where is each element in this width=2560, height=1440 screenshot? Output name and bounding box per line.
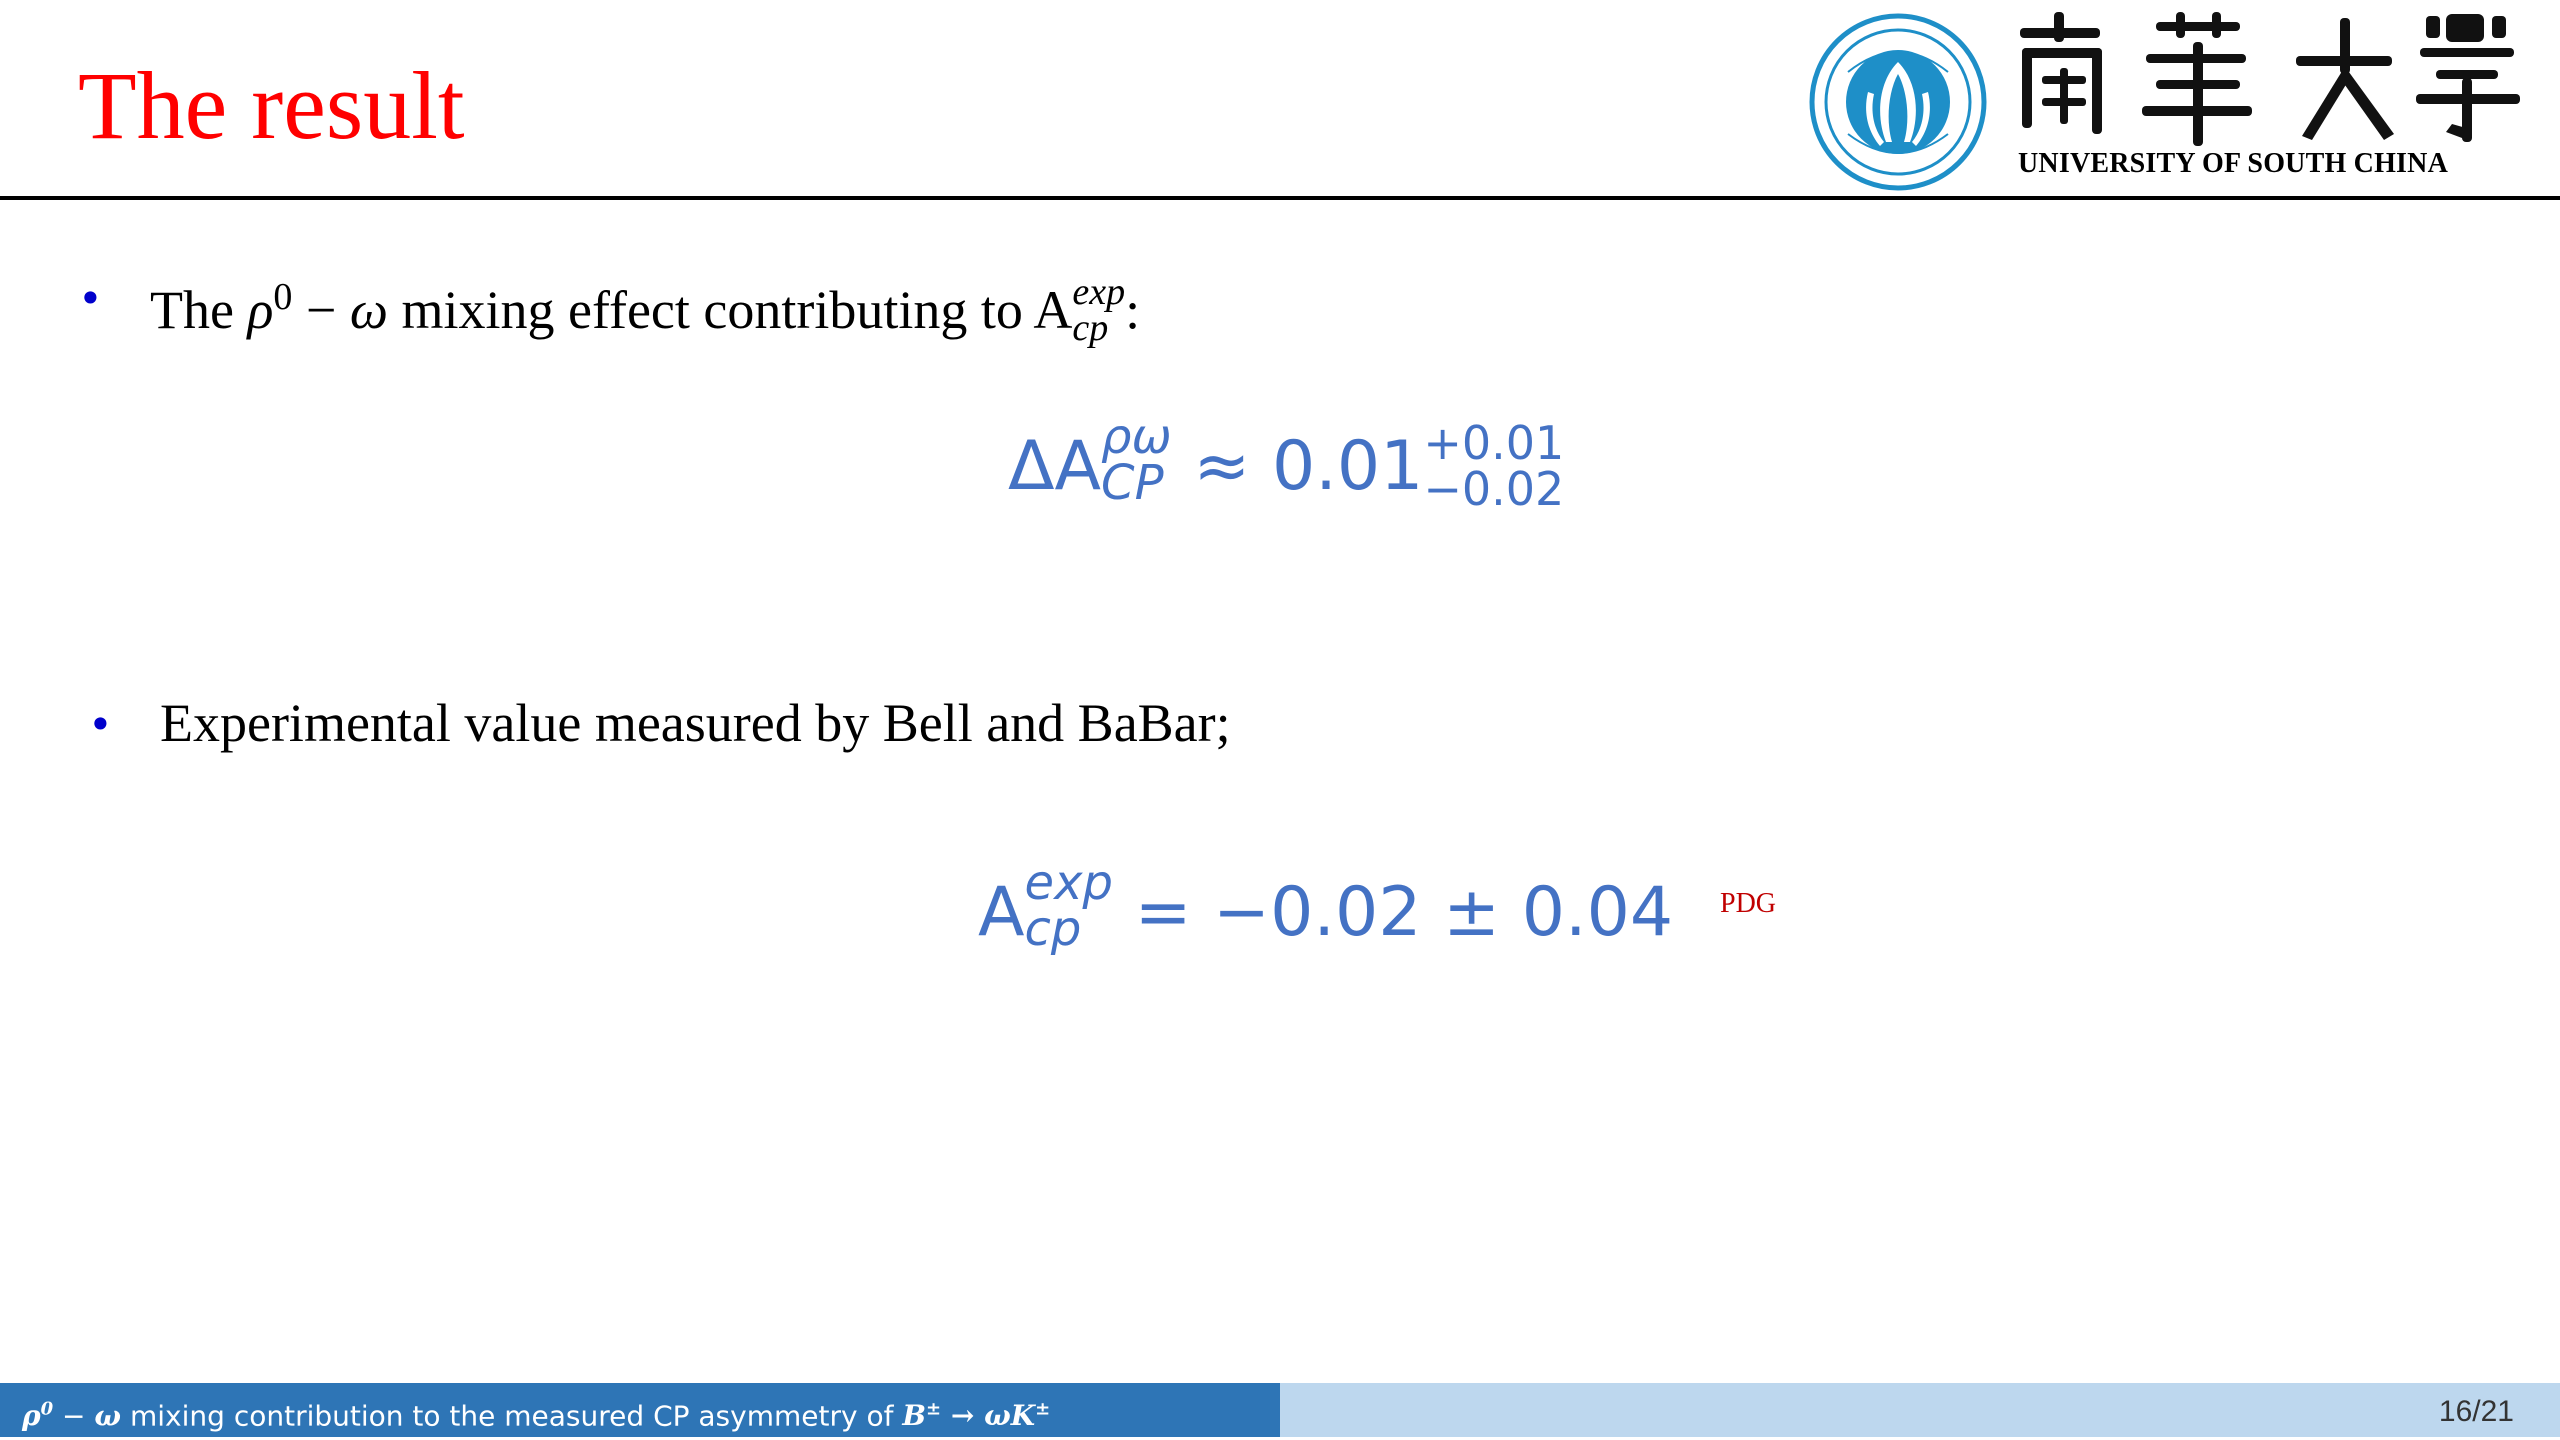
footer-bar-right [1280, 1383, 2560, 1437]
footer-caption [22, 1390, 1050, 1436]
formula2-sup: exp [1024, 855, 1113, 912]
footer-rho-symbol: $\rho^0$ [22, 1399, 54, 1433]
formula1-value: 0.01 [1271, 427, 1424, 506]
formula-acp-exp [978, 855, 1674, 968]
formula1-errors [1423, 416, 1565, 517]
formula-delta-acp [1008, 409, 1565, 522]
formula1-relation: ≈ [1193, 427, 1251, 506]
footer-dash: − [53, 1399, 95, 1433]
bullet-marker-1: • [78, 274, 103, 323]
formula1-plus-error: +0.01 [1423, 416, 1565, 471]
acp-exp-scripts: exp cp [1072, 270, 1126, 349]
source-label-pdg: PDG [1720, 888, 1777, 919]
bullet-1-text: The $\rho^0 - \omega$ mixing effect contributing to A exp cp : [150, 270, 1141, 349]
formula2-lhs: A [978, 873, 1025, 952]
footer-decay-symbol: B± → ωK± [902, 1399, 1051, 1433]
bullet-1-suffix: : [1125, 280, 1141, 340]
formula2-rhs: = −0.02 ± 0.04 [1134, 873, 1674, 952]
bullet-marker-2: • [88, 700, 113, 749]
bullet-1-prefix: The [150, 280, 248, 340]
university-name: UNIVERSITY OF SOUTH CHINA [2018, 148, 2448, 179]
formula2-sub: cp [1024, 901, 1082, 958]
slide-title: The result [78, 52, 465, 159]
bullet-2-text: Experimental value measured by Bell and BaBar; [160, 693, 1231, 753]
bullet-1-middle: mixing effect contributing to [387, 280, 1034, 340]
rho-zero-symbol: $\rho^0$ [247, 276, 293, 340]
formula2-scripts [1024, 855, 1113, 958]
formula1-lhs: ΔA [1008, 427, 1102, 506]
formula1-scripts [1101, 409, 1172, 512]
header-divider [0, 196, 2560, 200]
omega-symbol: ω [349, 280, 388, 340]
page-number: 16/21 [2438, 1395, 2514, 1428]
formula1-sup: ρω [1101, 409, 1172, 466]
footer-caption-text: mixing contribution to the measured CP asymmetry of [121, 1399, 903, 1433]
university-seal-logo [1808, 12, 1988, 192]
university-calligraphy-wordmark [2006, 8, 2526, 148]
formula1-minus-error: −0.02 [1423, 462, 1565, 517]
formula1-sub: CP [1101, 455, 1164, 512]
footer-omega-symbol: ω [94, 1399, 122, 1433]
